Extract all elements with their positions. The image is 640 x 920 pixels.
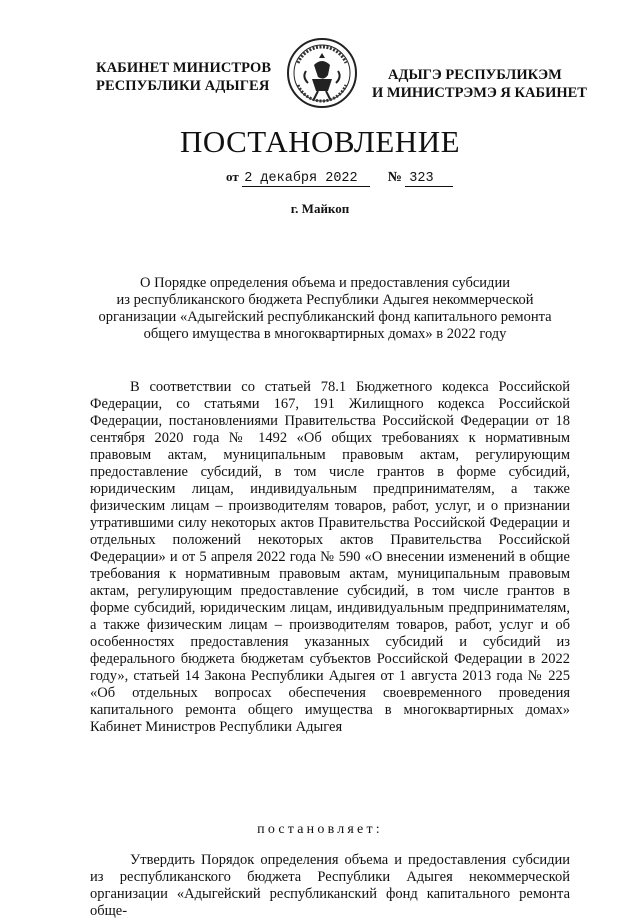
subject-line: О Порядке определения объема и предоставления субсидии [140, 275, 510, 291]
number-prefix: № [387, 170, 402, 185]
city: г. Майкоп [290, 201, 350, 216]
document-title: ПОСТАНОВЛЕНИЕ [179, 124, 461, 159]
document-number: 323 [405, 171, 453, 187]
subject-line: организации «Адыгейский республиканский фонд капитального ремонта [98, 309, 552, 325]
subject-line: общего имущества в многоквартирных домах» в 2022 году [143, 326, 507, 342]
document-body [90, 379, 570, 736]
date-prefix: от [226, 169, 239, 184]
resolves-heading: постановляет: [257, 822, 383, 837]
issuer-line-1: КАБИНЕТ МИНИСТРОВ [96, 60, 272, 76]
decision-paragraph: Утвердить Порядок определения объема и предоставления субсидии из республиканского бюджета Республики Адыгея некоммерческой организации «Адыгейский республиканский фонд капитального ремонта обще- [90, 852, 570, 919]
issuer-name-adyghe [372, 66, 587, 102]
document-date: 2 декабря 2022 [242, 171, 370, 187]
preamble-paragraph: В соответствии со статьей 78.1 Бюджетного кодекса Российской Федерации, со статьями 167, 191 Жилищного кодекса Российской Федерации, постановлениями Правительства Российской Федерации от 18 сентября 2020 года № 1492 «Об общих требованиях к нормативным правовым актам, муниципальным правовым актам, регулирующим предоставление субсидий, в том числе грантов в форме субсидий, юридическим лицам, индивидуальным предпринимателям, а также физическим лицам – производителям товаров, работ, услуг, и о признании утратившими силу некоторых актов Правительства Российской Федерации и отдельных положений некоторых актов Правительства Российской Федерации» и от 5 апреля 2022 года № 590 «О внесении изменений в общие требования к нормативным правовым актам, муниципальным правовым актам, регулирующим предоставление субсидий, в том числе грантов в форме субсидий, юридическим лицам, индивидуальным предпринимателям, а также физическим лицам – производителям товаров, работ, услуг и об особенностях предоставления указанных субсидий и субсидий из федерального бюджета бюджетам субъектов Российской Федерации в 2022 году», статьей 14 Закона Республики Адыгея от 1 августа 2013 года № 225 «Об отдельных вопросах обеспечения своевременного проведения капитального ремонта общего имущества в многоквартирных домах» Кабинет Министров Республики Адыгея [90, 379, 570, 735]
decision-section [90, 852, 570, 920]
issuer-name-russian [96, 59, 271, 95]
coat-of-arms-seal-icon [284, 35, 360, 111]
issuer-adyghe-line-1: АДЫГЭ РЕСПУБЛИКЭМ [388, 67, 562, 83]
subject-line: из республиканского бюджета Республики Адыгея некоммерческой [116, 292, 534, 308]
document-subject [90, 275, 560, 343]
date-number-line [226, 169, 453, 187]
issuer-line-2: РЕСПУБЛИКИ АДЫГЕЯ [96, 78, 270, 94]
issuer-adyghe-line-2: И МИНИСТРЭМЭ Я КАБИНЕТ [372, 85, 587, 101]
